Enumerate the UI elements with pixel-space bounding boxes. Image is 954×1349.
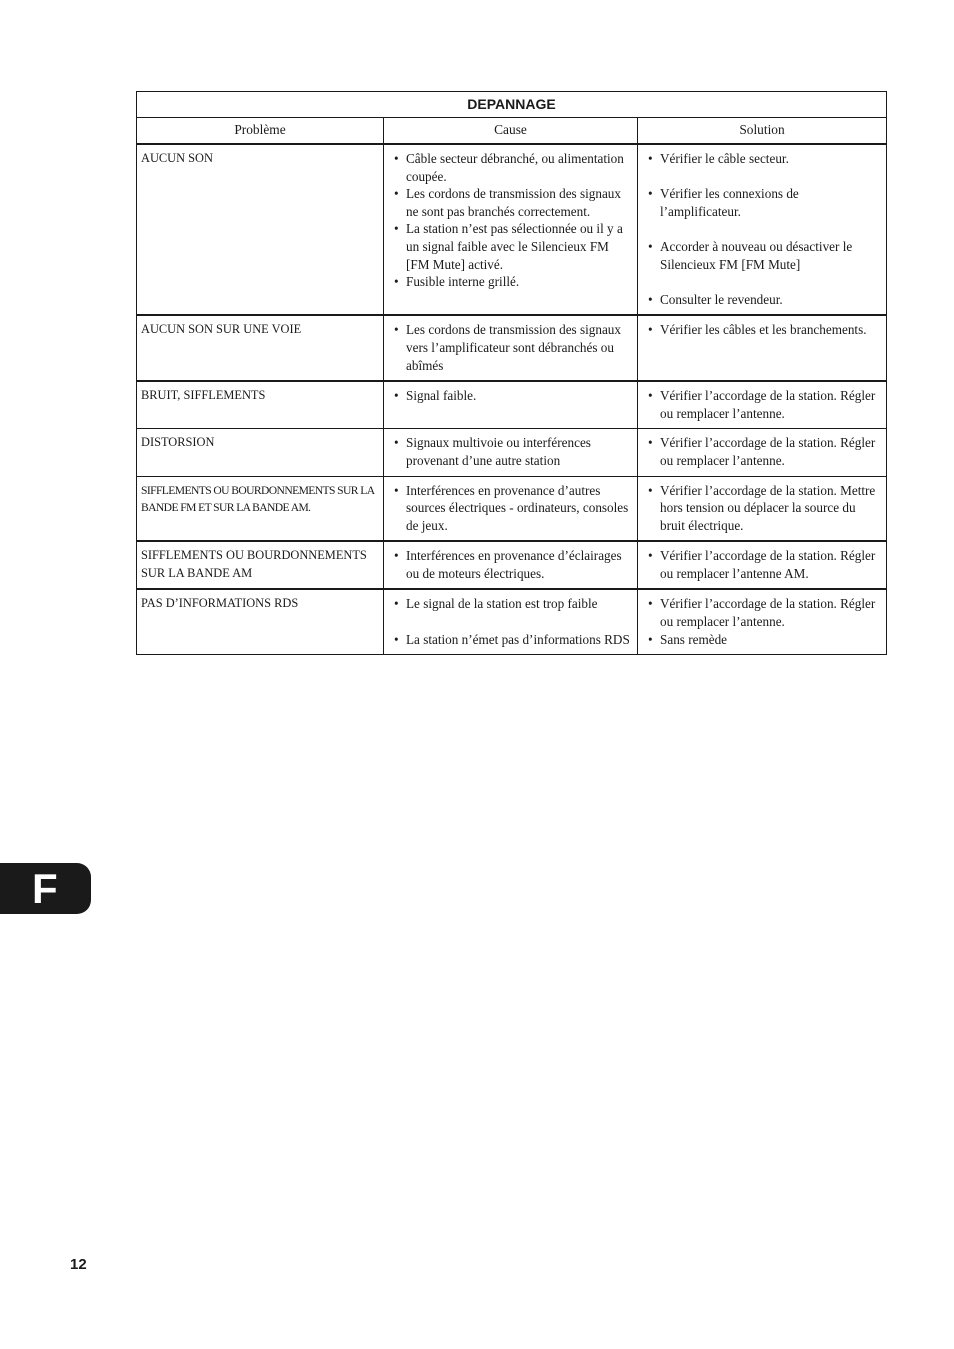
cause-item: • La station n’est pas sélectionnée ou il y a un signal faible avec le Silencieux FM [FM Mute] activé. [394, 220, 631, 273]
page-number: 12 [70, 1256, 87, 1273]
cause-item: • Signaux multivoie ou interférences provenant d’une autre station [394, 434, 631, 469]
cause-cell [384, 589, 638, 654]
cause-item: • Les cordons de transmission des signaux vers l’amplificateur sont débranchés ou abîmés [394, 321, 631, 374]
solution-item: • Vérifier l’accordage de la station. Régler ou remplacer l’antenne. [648, 595, 880, 630]
solution-item: • Vérifier le câble secteur. [648, 150, 880, 168]
header-solution: Solution [638, 118, 887, 145]
table-row [137, 589, 887, 654]
problem-cell: PAS D’INFORMATIONS RDS [137, 589, 384, 654]
solution-item: • Vérifier l’accordage de la station. Régler ou remplacer l’antenne. [648, 387, 880, 422]
cause-cell [384, 315, 638, 381]
cause-cell [384, 476, 638, 541]
solution-item: • Vérifier les connexions de l’amplificateur. [648, 185, 880, 220]
solution-item: • Vérifier l’accordage de la station. Régler ou remplacer l’antenne AM. [648, 547, 880, 582]
cause-cell [384, 144, 638, 315]
problem-cell: AUCUN SON [137, 144, 384, 315]
troubleshooting-table [136, 91, 887, 655]
header-cause: Cause [384, 118, 638, 145]
solution-item: • Vérifier l’accordage de la station. Mettre hors tension ou déplacer la source du bruit électrique. [648, 482, 880, 535]
table-row [137, 429, 887, 476]
cause-item: • Interférences en provenance d’autres sources électriques - ordinateurs, consoles de jeux. [394, 482, 631, 535]
problem-cell: SIFFLEMENTS OU BOURDONNEMENTS SUR LA BANDE FM ET SUR LA BANDE AM. [137, 476, 384, 541]
solution-item: • Accorder à nouveau ou désactiver le Silencieux FM [FM Mute] [648, 238, 880, 273]
table-header-row [137, 118, 887, 145]
table-title: DEPANNAGE [137, 92, 887, 118]
solution-cell [638, 541, 887, 589]
cause-item: • Fusible interne grillé. [394, 273, 631, 291]
solution-cell [638, 144, 887, 315]
cause-item: • Le signal de la station est trop faible [394, 595, 631, 613]
table-row [137, 381, 887, 429]
header-problem: Problème [137, 118, 384, 145]
solution-item: • Consulter le revendeur. [648, 291, 880, 309]
solution-cell [638, 315, 887, 381]
table-row [137, 541, 887, 589]
troubleshooting-table-container [136, 91, 886, 655]
solution-cell [638, 429, 887, 476]
solution-item: • Vérifier les câbles et les branchements. [648, 321, 880, 339]
cause-item: • Signal faible. [394, 387, 631, 405]
problem-cell: BRUIT, SIFFLEMENTS [137, 381, 384, 429]
cause-item: • La station n’émet pas d’informations RDS [394, 631, 631, 649]
cause-cell [384, 381, 638, 429]
language-tab: F [0, 863, 91, 914]
cause-item: • Interférences en provenance d’éclairages ou de moteurs électriques. [394, 547, 631, 582]
solution-cell [638, 589, 887, 654]
solution-item: • Vérifier l’accordage de la station. Régler ou remplacer l’antenne. [648, 434, 880, 469]
cause-item: • Câble secteur débranché, ou alimentation coupée. [394, 150, 631, 185]
table-title-row [137, 92, 887, 118]
solution-cell [638, 381, 887, 429]
cause-cell [384, 429, 638, 476]
table-row [137, 315, 887, 381]
solution-cell [638, 476, 887, 541]
table-row [137, 144, 887, 315]
problem-cell: DISTORSION [137, 429, 384, 476]
table-row [137, 476, 887, 541]
cause-item: • Les cordons de transmission des signaux ne sont pas branchés correctement. [394, 185, 631, 220]
cause-cell [384, 541, 638, 589]
problem-cell: AUCUN SON SUR UNE VOIE [137, 315, 384, 381]
solution-item: • Sans remède [648, 631, 880, 649]
problem-cell: SIFFLEMENTS OU BOURDONNEMENTS SUR LA BANDE AM [137, 541, 384, 589]
